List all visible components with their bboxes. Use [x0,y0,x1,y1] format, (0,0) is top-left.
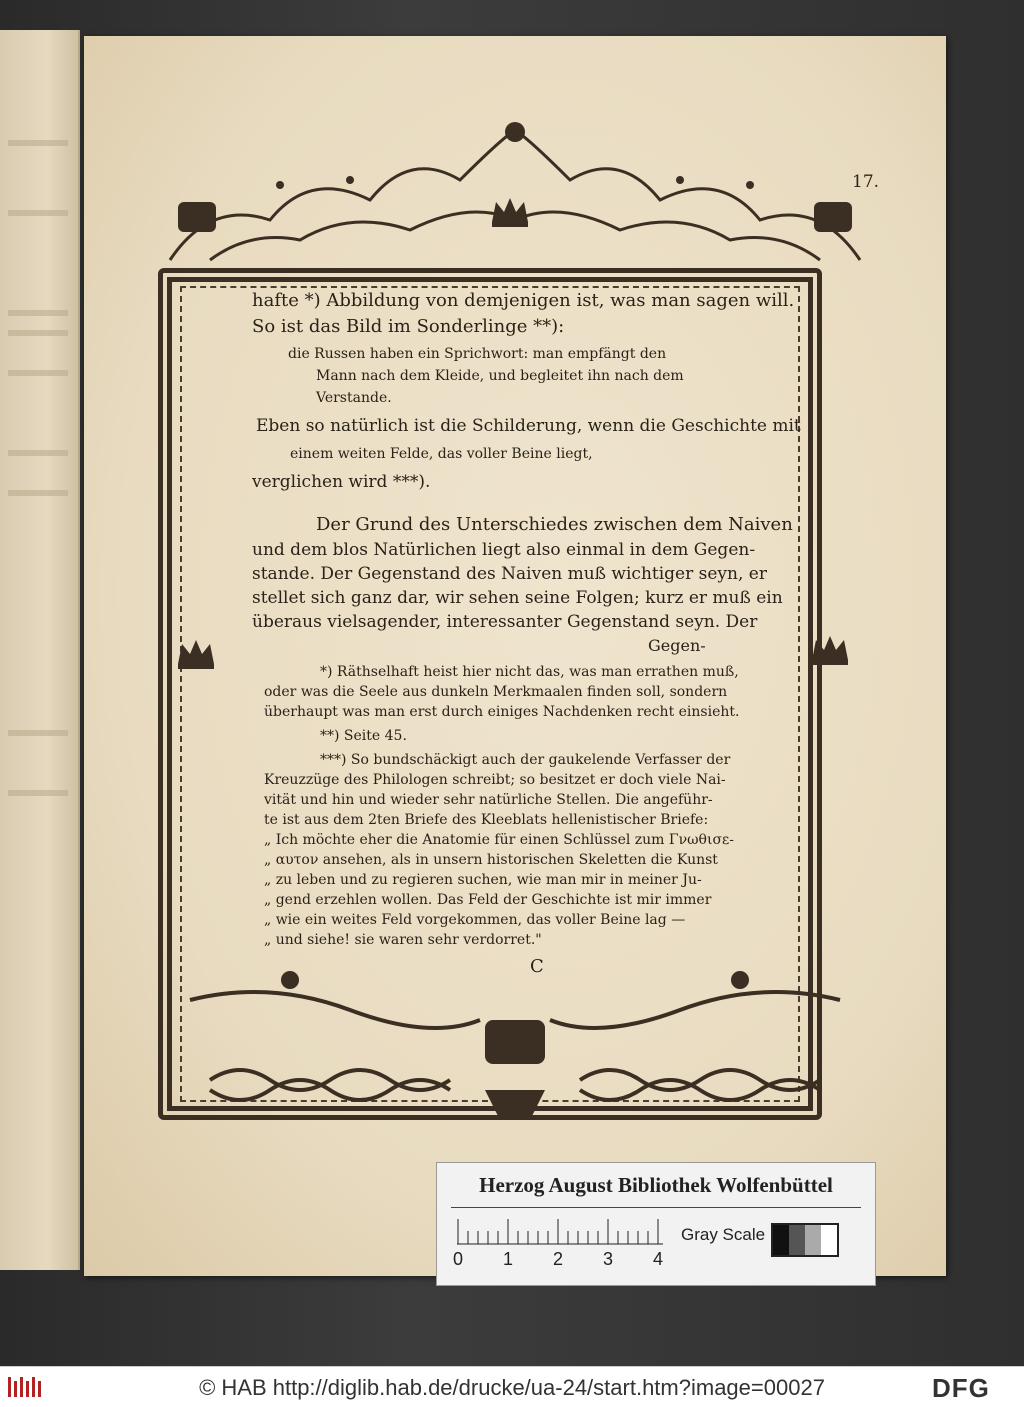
footnote-line: „ Ich möchte eher die Anatomie für einen Schlüssel zum Γνωθισε- [264,832,734,848]
ruler-label: 2 [553,1249,564,1269]
ghost-text [8,490,68,496]
ghost-text [8,790,68,796]
footnote-line: „ gend erzehlen wollen. Das Feld der Geschichte ist mir immer [264,892,712,908]
ghost-text [8,140,68,146]
ruler-label: 4 [653,1249,664,1269]
footnote-line: oder was die Seele aus dunkeln Merkmaalen finden soll, sondern [264,684,728,700]
text-line: Eben so natürlich ist die Schilderung, wenn die Geschichte mit [256,416,801,436]
ghost-text [8,730,68,736]
footnote-line: „ und siehe! sie waren sehr verdorret." [264,932,542,948]
footnote-line: „ αυτον ansehen, als in unsern historischen Skeletten die Kunst [264,852,718,868]
footnote-line: ***) So bundschäckigt auch der gaukelende Verfasser der [320,752,731,768]
text-line: stande. Der Gegenstand des Naiven muß wichtiger seyn, er [252,564,767,584]
bottom-ornament [150,960,880,1130]
ghost-text [8,310,68,316]
crown-ornament [488,194,532,228]
ghost-text [8,210,68,216]
dfg-logo: DFG [932,1373,990,1403]
ruler-label: 1 [503,1249,514,1269]
text-line: die Russen haben ein Sprichwort: man empfängt den [288,346,667,362]
text-line: einem weiten Felde, das voller Beine liegt, [290,446,593,462]
gray-swatch [789,1225,805,1255]
previous-page-edge [0,30,80,1270]
footnote-line: „ zu leben und zu regieren suchen, wie man mir in meiner Ju- [264,872,702,888]
text-line: stellet sich ganz dar, wir sehen seine Folgen; kurz er muß ein [252,588,783,608]
color-target-card [436,1162,876,1286]
ruler-label: 0 [453,1249,464,1269]
ruler [457,1219,663,1245]
copyright-link[interactable]: © HAB http://diglib.hab.de/drucke/ua-24/start.htm?image=00027 [199,1375,825,1400]
library-name: Herzog August Bibliothek Wolfenbüttel [479,1173,833,1197]
footnote-line: vität und hin und wieder sehr natürliche Stellen. Die angeführ- [264,792,713,808]
gray-swatch [821,1225,837,1255]
text-line: hafte *) Abbildung von demjenigen ist, was man sagen will. [252,290,795,311]
page-number: 17. [852,172,880,192]
ruler-label: 3 [603,1249,614,1269]
footnote-line: **) Seite 45. [320,728,407,744]
text-line: Verstande. [316,390,392,406]
ghost-text [8,450,68,456]
text-line: und dem blos Natürlichen liegt also einmal in dem Gegen- [252,540,756,560]
divider [451,1207,861,1208]
gray-swatch [805,1225,821,1255]
ghost-text [8,330,68,336]
text-line: verglichen wird ***). [252,472,431,492]
gray-scale-swatches [771,1223,839,1257]
text-line: Der Grund des Unterschiedes zwischen dem Naiven [316,514,793,535]
gray-scale-label: Gray Scale [681,1225,766,1244]
text-line: überaus vielsagender, interessanter Gegenstand seyn. Der [252,612,758,632]
gray-swatch [773,1225,789,1255]
crown-ornament [174,636,218,670]
crown-ornament [808,632,852,666]
ghost-text [8,370,68,376]
footnote-line: te ist aus dem 2ten Briefe des Kleeblats hellenistischer Briefe: [264,812,709,828]
footer-bar [0,1366,1024,1407]
footnote-line: *) Räthselhaft heist hier nicht das, was man errathen muß, [320,664,739,680]
text-line: Mann nach dem Kleide, und begleitet ihn nach dem [316,368,684,384]
footnote-line: überhaupt was man erst durch einiges Nachdenken recht einsieht. [264,704,740,720]
footnote-line: Kreuzzüge des Philologen schreibt; so besitzet er doch viele Nai- [264,772,726,788]
text-line: So ist das Bild im Sonderlinge **): [252,316,565,337]
signature-mark: C [530,956,544,977]
footnote-line: „ wie ein weites Feld vorgekommen, das voller Beine lag — [264,912,686,928]
catchword: Gegen- [648,636,706,655]
